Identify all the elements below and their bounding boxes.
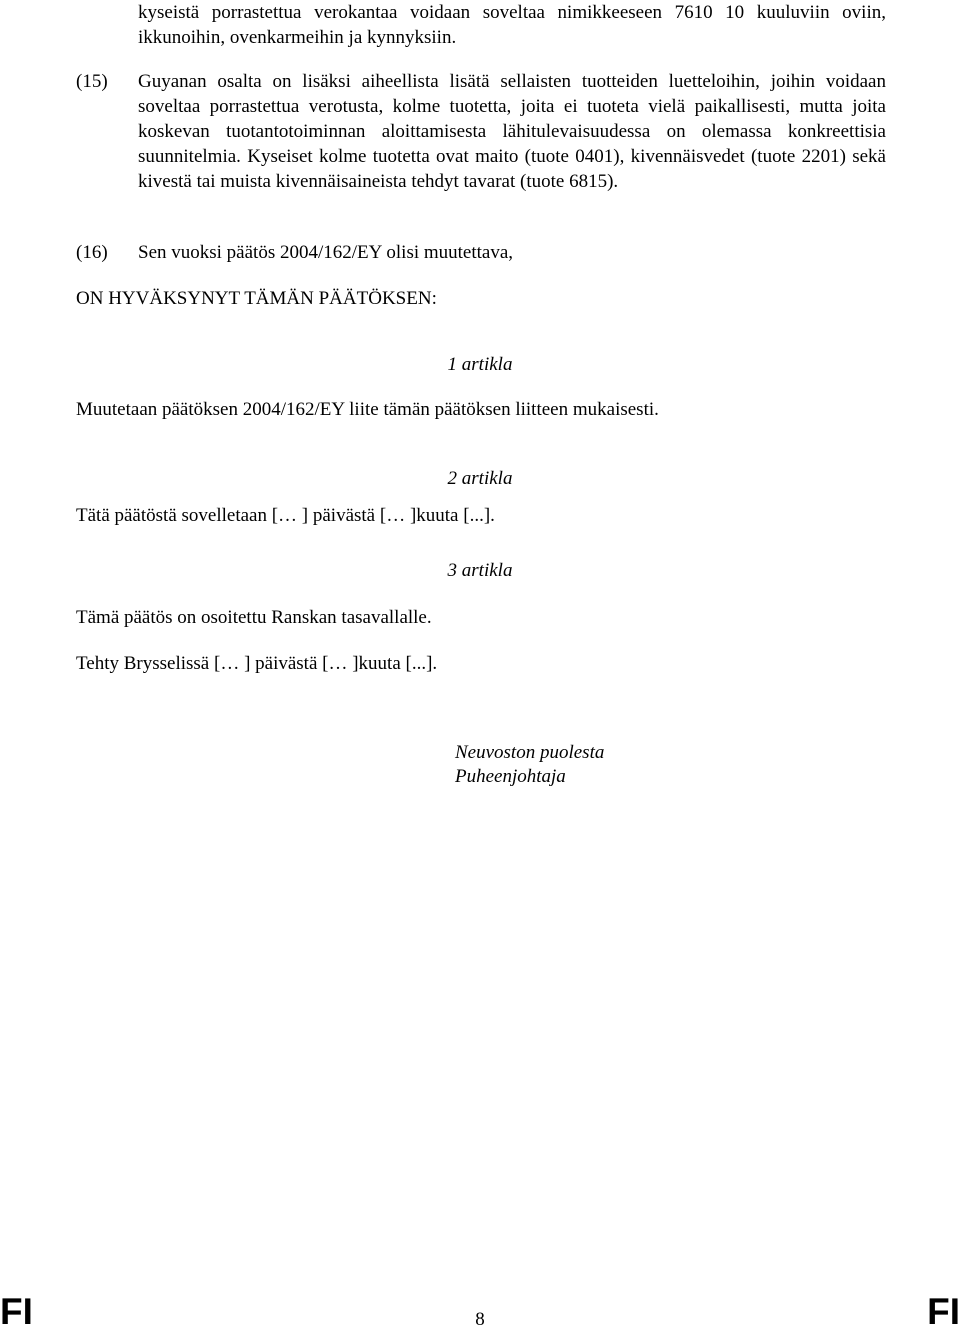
article-3-heading: 3 artikla bbox=[447, 560, 513, 581]
article-3-text: Tämä päätös on osoitettu Ranskan tasavallalle. bbox=[76, 607, 432, 628]
footer-page-number: 8 bbox=[475, 1309, 485, 1330]
recital-16 bbox=[76, 240, 886, 265]
footer-language-left: FI bbox=[0, 1291, 33, 1332]
done-at-line: Tehty Brysselissä [… ] päivästä [… ]kuuta [...]. bbox=[76, 653, 438, 674]
footer-language-right: FI bbox=[927, 1291, 960, 1332]
article-1-text: Muutetaan päätöksen 2004/162/EY liite tämän päätöksen liitteen mukaisesti. bbox=[76, 399, 659, 420]
recital-15 bbox=[76, 69, 886, 194]
enacting-formula: ON HYVÄKSYNYT TÄMÄN PÄÄTÖKSEN: bbox=[76, 288, 437, 309]
recital-number: (15) bbox=[76, 71, 108, 92]
recital-number: (16) bbox=[76, 242, 108, 263]
article-2-text: Tätä päätöstä sovelletaan [… ] päivästä [… ]kuuta [...]. bbox=[76, 505, 495, 526]
article-2-heading: 2 artikla bbox=[447, 468, 513, 489]
signature-line-1: Neuvoston puolesta bbox=[455, 742, 605, 763]
recital-continuation bbox=[76, 0, 886, 50]
recital-text: Guyanan osalta on lisäksi aiheellista lisätä sellaisten tuotteiden luetteloihin, joihin voidaan soveltaa porrastettua verotusta, kolme tuotetta, joita ei tuoteta vielä paikallisesti, mutta joita koskevan tuotantotoiminnan aloittamisesta lähitulevaisuudessa on olemassa konkreettisia suunnitelmia. Kyseiset kolme tuotetta ovat maito (tuote 0401), kivennäisvedet (tuote 2201) sekä kivestä tai muista kivennäisaineista tehdyt tavarat (tuote 6815). bbox=[138, 71, 886, 192]
recital-continuation-text: kyseistä porrastettua verokantaa voidaan soveltaa nimikkeeseen 7610 10 kuuluviin oviin, ikkunoihin, ovenkarmeihin ja kynnyksiin. bbox=[138, 2, 886, 48]
recital-text: Sen vuoksi päätös 2004/162/EY olisi muutettava, bbox=[138, 242, 514, 263]
article-1-heading: 1 artikla bbox=[447, 354, 513, 375]
signature-line-2: Puheenjohtaja bbox=[455, 766, 566, 787]
